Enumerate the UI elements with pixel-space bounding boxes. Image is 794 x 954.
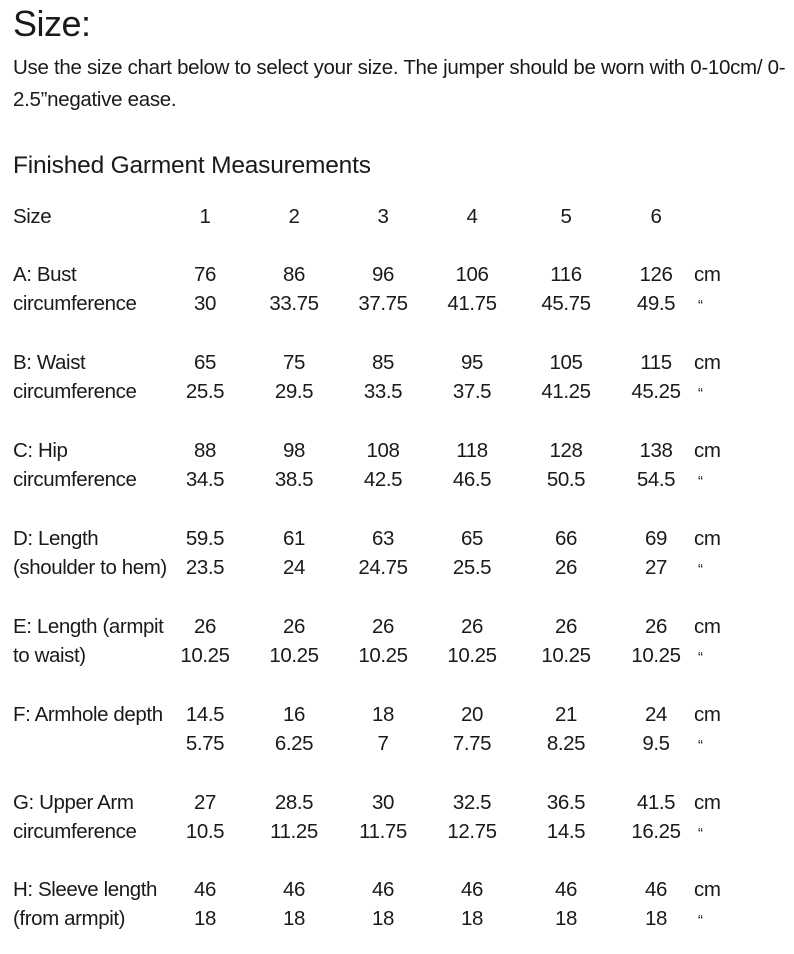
section-title: Finished Garment Measurements [13,152,371,179]
measure-label: C: Hip [13,439,68,462]
value-inch: 10.5 [185,820,225,843]
value-cm: 36.5 [546,791,586,814]
value-cm: 126 [639,263,673,286]
intro-text: Use the size chart below to select your size. The jumper should be worn with 0-10cm/ 0-2.5”negative ease. [13,56,786,111]
size-header-6: 6 [650,205,662,228]
value-inch: 7 [377,732,389,755]
value-inch: 18 [371,907,395,930]
measure-label: A: Bust [13,263,77,286]
value-cm: 65 [460,527,484,550]
value-cm: 41.5 [636,791,676,814]
value-inch: 18 [282,907,306,930]
value-cm: 14.5 [185,703,225,726]
measure-label-cont: (from armpit) [13,907,126,930]
value-inch: 10.25 [269,644,319,667]
value-inch: 18 [554,907,578,930]
value-cm: 26 [193,615,217,638]
value-cm: 27 [193,791,217,814]
measure-label: D: Length [13,527,99,550]
value-inch: 5.75 [185,732,225,755]
unit-cm: cm [694,878,721,901]
value-inch: 45.75 [541,292,591,315]
value-inch: 24 [282,556,306,579]
unit-inch: “ [698,297,703,314]
value-cm: 46 [193,878,217,901]
value-inch: 37.75 [358,292,408,315]
value-inch: 46.5 [452,468,492,491]
value-cm: 26 [371,615,395,638]
value-inch: 38.5 [274,468,314,491]
value-cm: 138 [639,439,673,462]
size-header-2: 2 [288,205,300,228]
measure-label: B: Waist [13,351,86,374]
value-inch: 33.5 [363,380,403,403]
value-cm: 76 [193,263,217,286]
value-inch: 11.25 [270,820,318,843]
value-cm: 96 [371,263,395,286]
measure-label-cont: (shoulder to hem) [13,556,167,579]
unit-inch: “ [698,737,703,754]
value-cm: 46 [282,878,306,901]
value-cm: 16 [282,703,306,726]
value-inch: 10.25 [447,644,497,667]
value-inch: 8.25 [546,732,586,755]
unit-cm: cm [694,791,721,814]
value-cm: 30 [371,791,395,814]
value-inch: 16.25 [631,820,681,843]
measure-label: G: Upper Arm [13,791,134,814]
value-cm: 26 [460,615,484,638]
unit-cm: cm [694,351,721,374]
value-cm: 69 [644,527,668,550]
value-inch: 33.75 [269,292,319,315]
value-inch: 14.5 [546,820,586,843]
value-cm: 28.5 [274,791,314,814]
value-inch: 18 [193,907,217,930]
value-inch: 42.5 [363,468,403,491]
value-inch: 11.75 [359,820,407,843]
unit-inch: “ [698,912,703,929]
value-inch: 34.5 [185,468,225,491]
unit-cm: cm [694,527,721,550]
size-header-4: 4 [466,205,478,228]
value-inch: 10.25 [180,644,230,667]
value-inch: 10.25 [358,644,408,667]
unit-inch: “ [698,561,703,578]
value-cm: 66 [554,527,578,550]
unit-inch: “ [698,825,703,842]
value-inch: 24.75 [358,556,408,579]
value-cm: 128 [549,439,583,462]
unit-inch: “ [698,473,703,490]
value-cm: 46 [371,878,395,901]
measure-label-cont: circumference [13,380,137,403]
value-cm: 24 [644,703,668,726]
measure-label: H: Sleeve length [13,878,158,901]
measure-label-cont: circumference [13,820,137,843]
value-inch: 54.5 [636,468,676,491]
value-inch: 29.5 [274,380,314,403]
value-cm: 46 [554,878,578,901]
value-inch: 50.5 [546,468,586,491]
value-inch: 41.75 [447,292,497,315]
size-header-1: 1 [199,205,211,228]
value-cm: 18 [371,703,395,726]
value-inch: 23.5 [185,556,225,579]
value-cm: 95 [460,351,484,374]
value-inch: 18 [460,907,484,930]
value-inch: 37.5 [452,380,492,403]
value-cm: 21 [554,703,578,726]
value-cm: 86 [282,263,306,286]
value-cm: 85 [371,351,395,374]
value-inch: 10.25 [541,644,591,667]
value-inch: 18 [644,907,668,930]
value-cm: 32.5 [452,791,492,814]
unit-cm: cm [694,439,721,462]
value-cm: 26 [554,615,578,638]
value-inch: 45.25 [631,380,681,403]
size-header-3: 3 [377,205,389,228]
value-cm: 59.5 [185,527,225,550]
value-cm: 75 [282,351,306,374]
value-inch: 26 [554,556,578,579]
value-cm: 116 [550,263,582,286]
value-inch: 25.5 [185,380,225,403]
unit-cm: cm [694,263,721,286]
value-inch: 9.5 [642,732,670,755]
measure-label: F: Armhole depth [13,703,163,726]
value-cm: 118 [456,439,488,462]
measure-label-cont: to waist) [13,644,86,667]
value-cm: 61 [282,527,306,550]
measure-label-cont: circumference [13,468,137,491]
value-cm: 105 [549,351,583,374]
value-cm: 46 [460,878,484,901]
value-cm: 115 [640,351,672,374]
value-cm: 106 [455,263,489,286]
value-cm: 63 [371,527,395,550]
value-cm: 108 [366,439,400,462]
value-inch: 10.25 [631,644,681,667]
value-inch: 30 [193,292,217,315]
value-inch: 27 [644,556,668,579]
unit-inch: “ [698,649,703,666]
page-title: Size: [13,3,91,44]
measure-label: E: Length (armpit [13,615,164,638]
value-inch: 12.75 [447,820,497,843]
value-inch: 7.75 [452,732,492,755]
unit-cm: cm [694,703,721,726]
size-header-label: Size [13,205,52,228]
value-cm: 46 [644,878,668,901]
size-header-5: 5 [560,205,572,228]
value-inch: 6.25 [274,732,314,755]
value-inch: 25.5 [452,556,492,579]
value-inch: 49.5 [636,292,676,315]
value-cm: 26 [644,615,668,638]
value-cm: 88 [193,439,217,462]
value-cm: 65 [193,351,217,374]
unit-inch: “ [698,385,703,402]
measure-label-cont: circumference [13,292,137,315]
value-cm: 26 [282,615,306,638]
value-cm: 20 [460,703,484,726]
value-cm: 98 [282,439,306,462]
unit-cm: cm [694,615,721,638]
value-inch: 41.25 [541,380,591,403]
